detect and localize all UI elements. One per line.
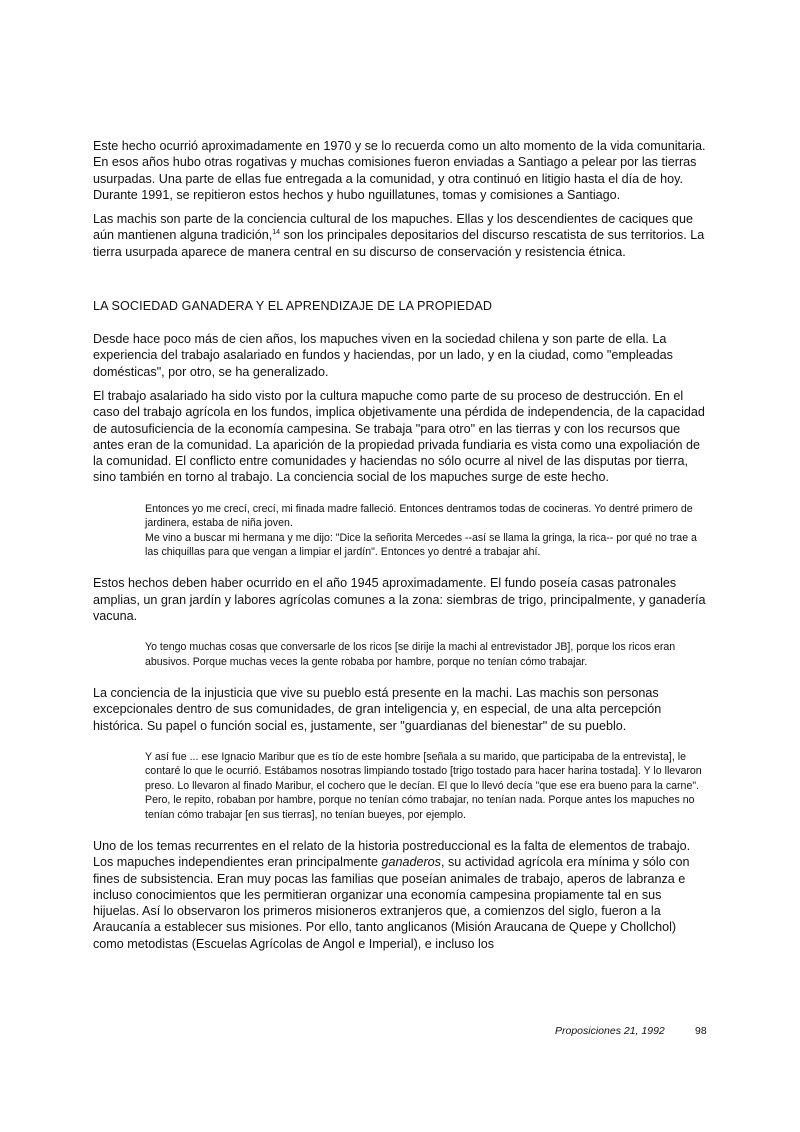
quote-text: Pero, le repito, robaban por hambre, porque no tenían cómo trabajar, no tenían nada. Porque antes los mapuches no tenían cómo trabajar [en sus tierras], no tenían bueyes, por ejemplo.	[145, 794, 695, 821]
paragraph: Desde hace poco más de cien años, los mapuches viven en la sociedad chilena y son parte de ella. La experiencia del trabajo asalariado en fundos y haciendas, por un lado, y en la ciudad, como "empleadas domésticas", por otro, se ha generalizado.	[93, 332, 673, 379]
paragraph	[93, 211, 707, 260]
quote-text: Me vino a buscar mi hermana y me dijo: "Dice la señorita Mercedes --así se llama la gringa, la rica-- por qué no trae a las chiquillas para que vengan a limpiar el jardín". Entonces yo dentré a trabajar ahí.	[145, 531, 697, 558]
paragraph-text: son los principales depositarios del discurso rescatista de sus territorios. La tierra usurpada aparece de manera central en su discurso de conservación y resistencia étnica.	[93, 228, 705, 259]
paragraph-text: Las machis son parte de la conciencia cultural de los mapuches. Ellas y los descendientes de caciques que aún mantienen alguna tradición,	[93, 212, 693, 243]
paragraph: La conciencia de la injusticia que vive su pueblo está presente en la machi. Las machis son personas excepcionales dentro de sus comunidades, de gran inteligencia y, en especial, de una alta percepción histórica. Su papel o función social es, justamente, ser "guardianas del bienestar" de su pueblo.	[93, 686, 662, 733]
block-quote	[145, 502, 703, 560]
quote-text: Yo tengo muchas cosas que conversarle de los ricos [se dirije la machi al entrevistador JB], porque los ricos eran abusivos. Porque muchas veces la gente robaba por hambre, porque no tenían cómo trabajar.	[145, 641, 676, 668]
page-number: 98	[695, 1025, 707, 1037]
page-footer	[555, 1025, 707, 1037]
quote-text: Entonces yo me crecí, crecí, mi finada madre falleció. Entonces dentramos todas de cocineras. Yo dentré primero de jardinera, estaba de niña joven.	[145, 502, 693, 530]
paragraph: Este hecho ocurrió aproximadamente en 1970 y se lo recuerda como un alto momento de la vida comunitaria. En esos años hubo otras rogativas y muchas comisiones fueron enviadas a Santiago a pelear por las tierras usurpadas. Una parte de ellas fue entregada a la comunidad, y otra continuó en litigio hasta el día de hoy. Durante 1991, se repitieron estos hechos y hubo nguillatunes, tomas y comisiones a Santiago.	[93, 139, 706, 202]
document-body	[93, 138, 707, 960]
footnote-marker: 14	[272, 229, 281, 237]
block-quote	[145, 640, 703, 669]
section-heading: LA SOCIEDAD GANADERA Y EL APRENDIZAJE DE LA PROPIEDAD	[93, 299, 493, 314]
paragraph: Estos hechos deben haber ocurrido en el año 1945 aproximadamente. El fundo poseía casas patronales amplias, un gran jardín y labores agrícolas comunes a la zona: siembras de trigo, principalmente, y ganadería vacuna.	[93, 576, 706, 623]
paragraph: El trabajo asalariado ha sido visto por la cultura mapuche como parte de su proceso de destrucción. En el caso del trabajo agrícola en los fundos, implica objetivamente una pérdida de independencia, de la capacidad de autosuficiencia de la economía campesina. Se trabaja "para otro" en las tierras y con los recursos que antes eran de la comunidad. La aparición de la propiedad privada fundiaria es vista como una expoliación de la comunidad. El conflicto entre comunidades y haciendas no sólo ocurre al nivel de las disputas por tierra, sino también en torno al trabajo. La conciencia social de los mapuches surge de este hecho.	[93, 388, 705, 485]
paragraph-text: , su actividad agrícola era mínima y sólo con fines de subsistencia. Eran muy pocas las familias que poseían animales de trabajo, aperos de labranza e incluso conocimientos que les permitieran organizar una economía campesina propiamente tal en sus hijuelas. Así lo observaron los primeros misioneros extranjeros que, a comienzos del siglo, fueron a la Araucanía a establecer sus misiones. Por ello, tanto anglicanos (Misión Araucana de Quepe y Chollchol) como metodistas (Escuelas Agrícolas de Angol e Imperial), e incluso los	[93, 855, 690, 951]
emphasis-text: ganaderos	[381, 855, 441, 870]
paragraph	[93, 838, 707, 952]
quote-text: Y así fue ... ese Ignacio Maribur que es tío de este hombre [señala a su marido, que participaba de la entrevista], le contaré lo que le ocurrió. Estábamos nosotras limpiando tostado [trigo tostado para hacer harina tostada]. Y lo llevaron preso. Lo llevaron al finado Maribur, el cochero que le decían. El que lo llevó decía "que ese era bueno para la carne".	[145, 750, 702, 792]
block-quote	[145, 750, 703, 822]
paragraph-text: Uno de los temas recurrentes en el relato de la historia postreduccional es la falta de elementos de trabajo. Los mapuches independientes eran principalmente	[93, 839, 691, 870]
footer-source: Proposiciones 21, 1992	[555, 1025, 665, 1037]
